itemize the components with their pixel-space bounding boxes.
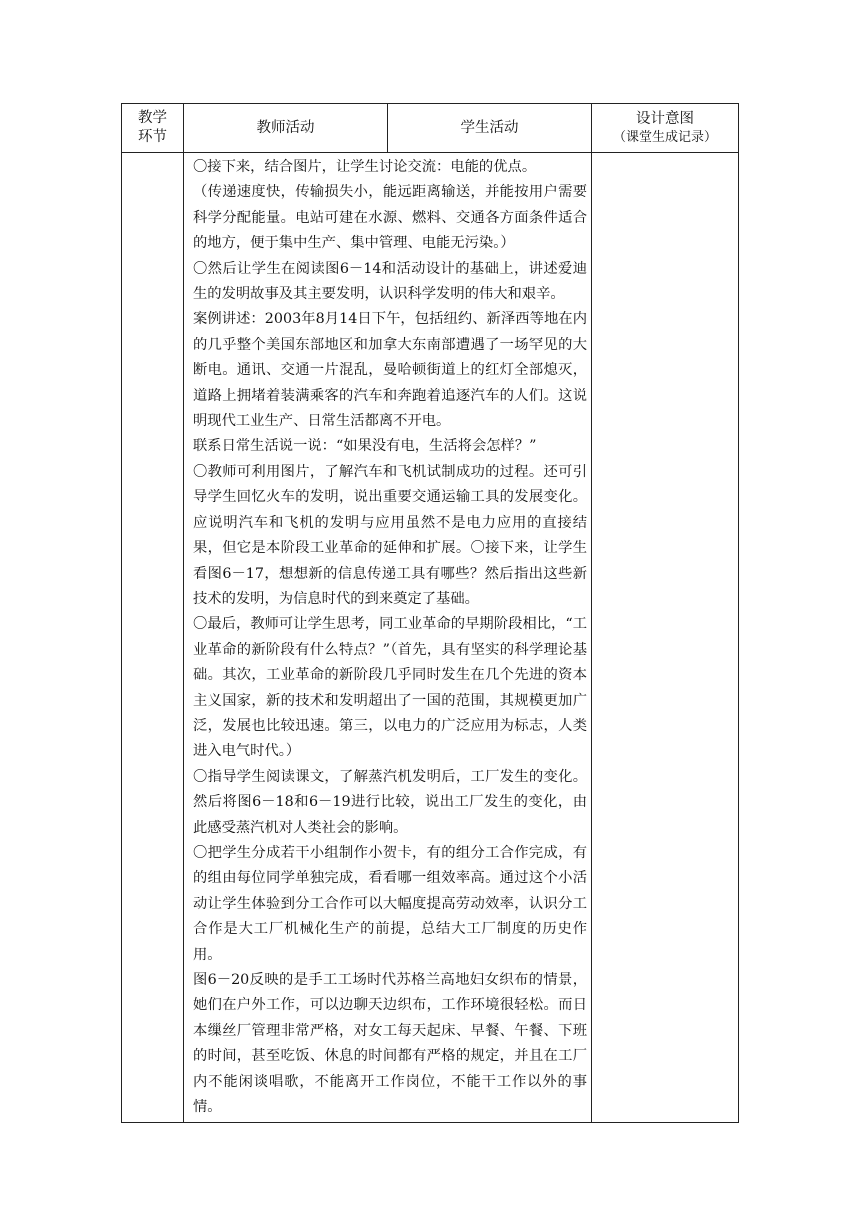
table-body-row	[122, 153, 739, 1123]
header-design-intent	[592, 104, 739, 153]
header-teaching-stage	[122, 104, 184, 153]
paragraph: 案例讲述：2003年8月14日下午，包括纽约、新泽西等地在内的几乎整个美国东部地区和加拿大东南部遭遇了一场罕见的大断电。通讯、交通一片混乱，曼哈顿街道上的红灯全部熄灭，道路上拥堵着装满乘客的汽车和奔跑着追逐汽车的人们。这说明现代工业生产、日常生活都离不开电。	[193, 311, 587, 430]
lesson-plan-table	[121, 103, 739, 1123]
paragraph: 〇接下来，结合图片，让学生讨论交流：电能的优点。	[193, 159, 537, 175]
header-design-line2: （课堂生成记录）	[612, 130, 717, 145]
paragraph: 〇然后让学生在阅读图6－14和活动设计的基础上，讲述爱迪生的发明故事及其主要发明，认识科学发明的伟大和艰辛。	[193, 260, 587, 303]
table-header-row	[122, 104, 739, 153]
activity-cell	[184, 153, 592, 1123]
paragraph: 〇最后，教师可让学生思考，同工业革命的早期阶段相比，“工业革命的新阶段有什么特点？”（首先，具有坚实的科学理论基础。其次，工业革命的新阶段几乎同时发生在几个先进的资本主义国家，新的技术和发明超出了一国的范围，其规模更加广泛，发展也比较迅速。第三，以电力的广泛应用为标志，人类进入电气时代。）	[193, 616, 587, 760]
paragraph: 〇指导学生阅读课文，了解蒸汽机发明后，工厂发生的变化。然后将图6－18和6－19进行比较，说出工厂发生的变化，由此感受蒸汽机对人类社会的影响。	[193, 768, 587, 836]
paragraph: 联系日常生活说一说：“如果没有电，生活将会怎样？”	[193, 438, 537, 455]
header-design-line1: 设计意图	[636, 111, 694, 127]
stage-cell	[122, 153, 184, 1123]
header-stage-line2: 环节	[138, 129, 167, 145]
paragraph: 〇把学生分成若干小组制作小贺卡，有的组分工合作完成，有的组由每位同学单独完成，看看哪一组效率高。通过这个小活动让学生体验到分工合作可以大幅度提高劳动效率，认识分工合作是大工厂机械化生产的前提，总结大工厂制度的历史作用。	[193, 844, 587, 963]
paragraph: 〇教师可利用图片，了解汽车和飞机试制成功的过程。还可引导学生回忆火车的发明，说出重要交通运输工具的发展变化。应说明汽车和飞机的发明与应用虽然不是电力应用的直接结果，但它是本阶段工业革命的延伸和扩展。〇接下来，让学生看图6－17，想想新的信息传递工具有哪些？然后指出这些新技术的发明，为信息时代的到来奠定了基础。	[193, 463, 587, 607]
header-teacher-activity: 教师活动	[184, 104, 388, 153]
paragraph: （传递速度快，传输损失小，能远距离输送，并能按用户需要科学分配能量。电站可建在水源、燃料、交通各方面条件适合的地方，便于集中生产、集中管理、电能无污染。）	[193, 184, 587, 252]
activity-content	[184, 153, 591, 1122]
design-intent-cell	[592, 153, 739, 1123]
header-student-activity: 学生活动	[388, 104, 592, 153]
header-stage-line1: 教学	[138, 110, 167, 126]
paragraph: 图6－20反映的是手工工场时代苏格兰高地妇女织布的情景，她们在户外工作，可以边聊天边织布，工作环境很轻松。而日本缫丝厂管理非常严格，对女工每天起床、早餐、午餐、下班的时间，甚至吃饭、休息的时间都有严格的规定，并且在工厂内不能闲谈唱歌，不能离开工作岗位，不能干工作以外的事情。	[193, 972, 587, 1116]
